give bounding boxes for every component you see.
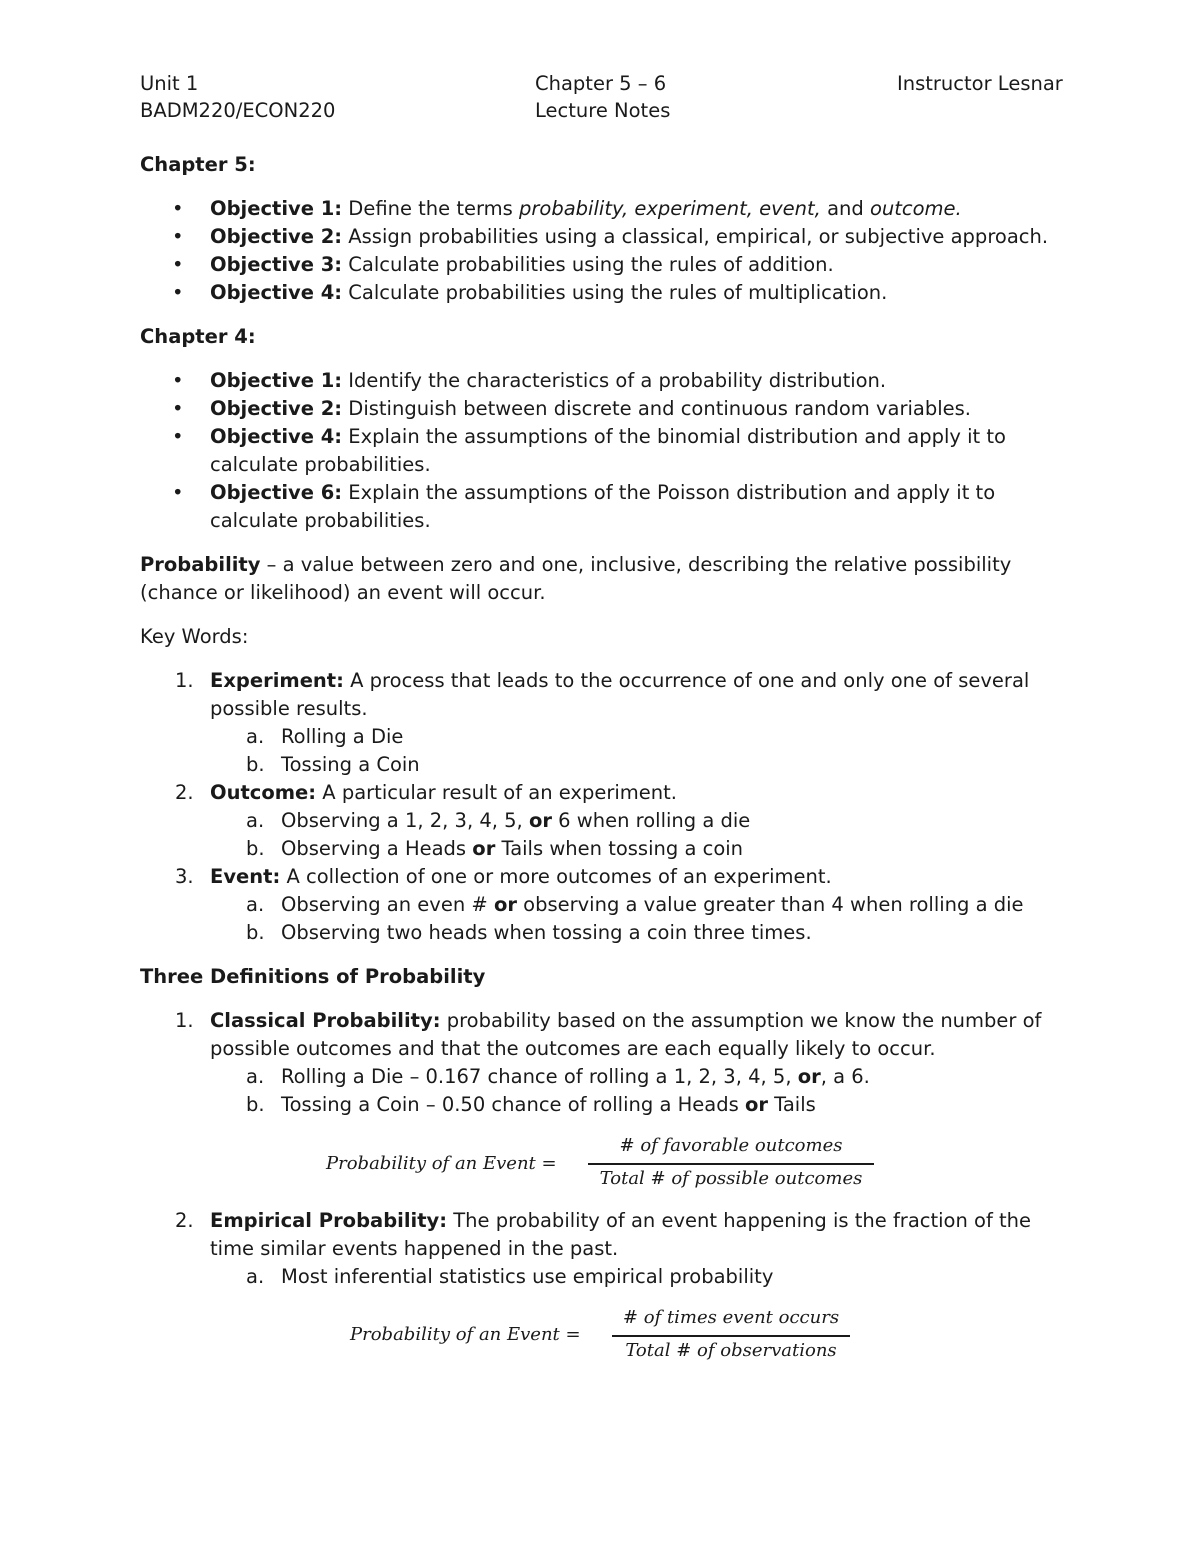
empirical-probability [175, 1207, 1032, 1235]
sub-letter: b. [246, 837, 265, 860]
objective-label: Objective 2: [210, 397, 343, 420]
sub-item [246, 1063, 870, 1091]
objective-italic: probability, experiment, event, [519, 197, 821, 220]
formula-denominator: Total # of observations [625, 1340, 837, 1361]
header-notes: Lecture Notes [535, 99, 671, 122]
list-number: 2. [175, 1209, 194, 1232]
objective-label: Objective 1: [210, 369, 343, 392]
probability-definition-cont: (chance or likelihood) an event will occur. [140, 581, 546, 604]
key-word-term: Outcome: [210, 781, 317, 804]
probability-definition [140, 551, 1011, 579]
sub-item [246, 835, 744, 863]
definition-text: – a value between zero and one, inclusive, describing the relative possibility [260, 553, 1012, 576]
ch5-objective-1 [210, 195, 962, 223]
objective-label: Objective 6: [210, 481, 343, 504]
key-words-heading: Key Words: [140, 625, 249, 648]
classical-formula-lhs: Probability of an Event = [326, 1153, 557, 1174]
objective-label: Objective 3: [210, 253, 343, 276]
ch4-objective-2 [210, 395, 971, 423]
fraction-bar [588, 1163, 874, 1165]
empirical-formula-lhs: Probability of an Event = [350, 1324, 581, 1345]
sub-item [246, 1091, 816, 1119]
empirical-formula-fraction [612, 1305, 850, 1365]
sub-bold: or [744, 1093, 768, 1116]
header-chapters: Chapter 5 – 6 [535, 72, 667, 95]
bullet-icon [172, 223, 184, 251]
sub-text: Tails when tossing a coin [495, 837, 744, 860]
bullet-icon [172, 195, 184, 223]
sub-bold: or [493, 893, 517, 916]
objective-italic: outcome. [869, 197, 962, 220]
key-word-outcome [175, 779, 677, 807]
key-word-experiment [175, 667, 1030, 695]
sub-text: Rolling a Die – 0.167 chance of rolling a 1, 2, 3, 4, 5, [281, 1065, 798, 1088]
objective-label: Objective 2: [210, 225, 343, 248]
list-number: 3. [175, 865, 194, 888]
definition-text: probability based on the assumption we know the number of [440, 1009, 1042, 1032]
probability-term: Probability [140, 553, 261, 576]
ch4-objective-6 [210, 479, 995, 507]
sub-text: Observing two heads when tossing a coin three times. [281, 921, 812, 944]
sub-letter: a. [246, 893, 265, 916]
sub-letter: b. [246, 1093, 265, 1116]
sub-letter: a. [246, 1065, 265, 1088]
sub-item [246, 1263, 774, 1291]
sub-text: Observing a Heads [281, 837, 473, 860]
objective-text: Explain the assumptions of the Poisson distribution and apply it to [342, 481, 996, 504]
key-word-event [175, 863, 832, 891]
sub-text: Most inferential statistics use empirical probability [281, 1265, 774, 1288]
sub-letter: a. [246, 809, 265, 832]
classical-formula-fraction [588, 1133, 874, 1193]
key-word-text: A collection of one or more outcomes of an experiment. [280, 865, 832, 888]
key-word-text: A particular result of an experiment. [316, 781, 677, 804]
sub-item [246, 807, 751, 835]
sub-letter: a. [246, 1265, 265, 1288]
sub-item [246, 891, 1024, 919]
list-number: 2. [175, 781, 194, 804]
sub-text: Tossing a Coin [281, 753, 420, 776]
ch5-objective-2 [210, 223, 1048, 251]
sub-letter: a. [246, 725, 265, 748]
ch4-objective-4 [210, 423, 1006, 451]
objective-text: Calculate probabilities using the rules of addition. [342, 253, 834, 276]
sub-item [246, 751, 420, 779]
sub-bold: or [797, 1065, 821, 1088]
ch4-objective-4-cont: calculate probabilities. [210, 453, 431, 476]
sub-item [246, 723, 404, 751]
objective-text: Assign probabilities using a classical, empirical, or subjective approach. [342, 225, 1049, 248]
objective-label: Objective 4: [210, 425, 343, 448]
sub-text: observing a value greater than 4 when rolling a die [516, 893, 1024, 916]
sub-text: , a 6. [820, 1065, 870, 1088]
sub-text: Observing an even # [281, 893, 494, 916]
sub-text: Rolling a Die [281, 725, 404, 748]
bullet-icon [172, 423, 184, 451]
classical-probability [175, 1007, 1042, 1035]
sub-bold: or [472, 837, 496, 860]
objective-text: Distinguish between discrete and continuous random variables. [342, 397, 971, 420]
bullet-icon [172, 479, 184, 507]
formula-numerator: # of times event occurs [622, 1307, 840, 1328]
bullet-icon [172, 367, 184, 395]
objective-text: Identify the characteristics of a probability distribution. [342, 369, 887, 392]
sub-text: Observing a 1, 2, 3, 4, 5, [281, 809, 529, 832]
sub-bold: or [528, 809, 552, 832]
chapter4-heading: Chapter 4: [140, 325, 256, 348]
definitions-heading: Three Definitions of Probability [140, 965, 486, 988]
definition-text: The probability of an event happening is the fraction of the [447, 1209, 1032, 1232]
bullet-icon [172, 395, 184, 423]
classical-probability-cont: possible outcomes and that the outcomes are each equally likely to occur. [210, 1037, 936, 1060]
key-word-text: A process that leads to the occurrence of one and only one of several [343, 669, 1030, 692]
list-number: 1. [175, 1009, 194, 1032]
definition-term: Empirical Probability: [210, 1209, 448, 1232]
ch5-objective-4 [210, 279, 887, 307]
header-course: BADM220/ECON220 [140, 99, 336, 122]
objective-label: Objective 1: [210, 197, 343, 220]
sub-text: Tossing a Coin – 0.50 chance of rolling a Heads [281, 1093, 745, 1116]
objective-text: Define the terms [342, 197, 520, 220]
definition-term: Classical Probability: [210, 1009, 441, 1032]
sub-item [246, 919, 812, 947]
ch5-objective-3 [210, 251, 834, 279]
objective-label: Objective 4: [210, 281, 343, 304]
sub-text: 6 when rolling a die [551, 809, 751, 832]
ch4-objective-1 [210, 367, 886, 395]
objective-text: and [820, 197, 870, 220]
formula-numerator: # of favorable outcomes [619, 1135, 843, 1156]
sub-letter: b. [246, 753, 265, 776]
list-number: 1. [175, 669, 194, 692]
ch4-objective-6-cont: calculate probabilities. [210, 509, 431, 532]
bullet-icon [172, 251, 184, 279]
key-word-experiment-cont: possible results. [210, 697, 368, 720]
bullet-icon [172, 279, 184, 307]
header-instructor: Instructor Lesnar [897, 72, 1063, 95]
sub-text: Tails [767, 1093, 816, 1116]
empirical-probability-cont: time similar events happened in the past. [210, 1237, 619, 1260]
fraction-bar [612, 1335, 850, 1337]
key-word-term: Event: [210, 865, 281, 888]
key-word-term: Experiment: [210, 669, 344, 692]
chapter5-heading: Chapter 5: [140, 153, 256, 176]
sub-letter: b. [246, 921, 265, 944]
header-unit: Unit 1 [140, 72, 199, 95]
objective-text: Calculate probabilities using the rules of multiplication. [342, 281, 888, 304]
formula-denominator: Total # of possible outcomes [599, 1168, 863, 1189]
objective-text: Explain the assumptions of the binomial distribution and apply it to [342, 425, 1006, 448]
